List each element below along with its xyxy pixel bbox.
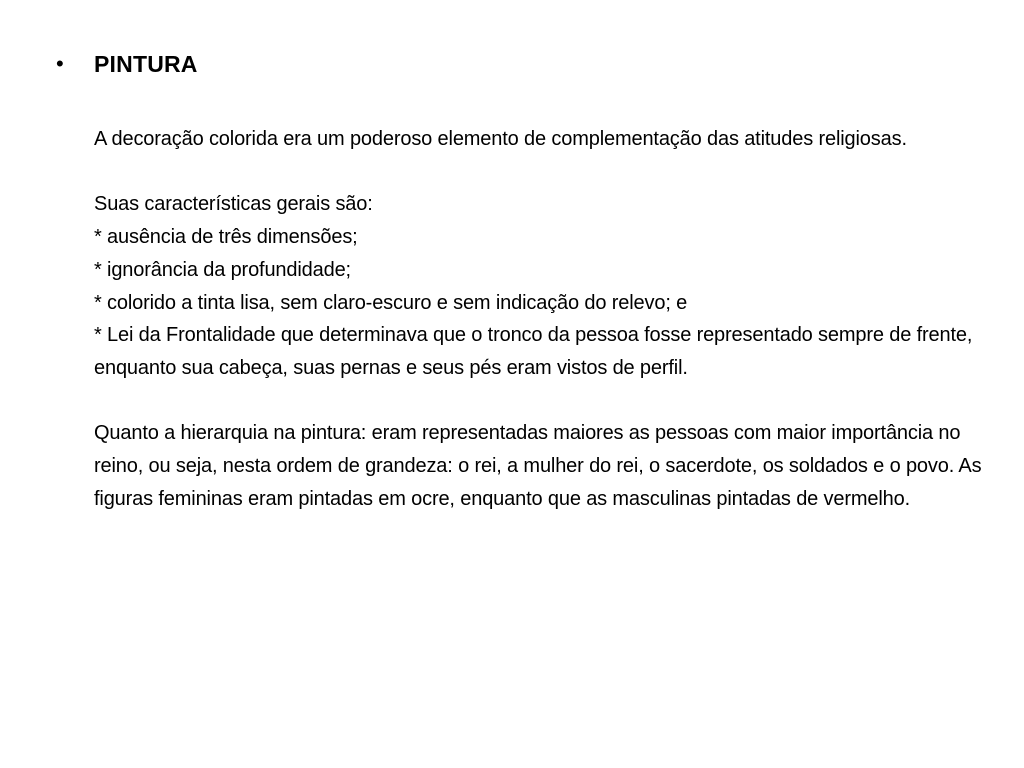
characteristic-item: * ausência de três dimensões; [94,226,358,249]
slide-body [94,123,1009,515]
spacer [94,385,1009,418]
intro-paragraph: A decoração colorida era um poderoso elemento de complementação das atitudes religiosas. [94,128,907,150]
characteristics-intro: Suas características gerais são: [94,193,373,216]
characteristic-item: * Lei da Frontalidade que determinava que o tronco da pessoa fosse representado sempre de frente, enquanto sua cabeça, suas pernas e seus pés eram vistos de perfil. [94,324,973,379]
characteristic-item: * colorido a tinta lisa, sem claro-escuro e sem indicação do relevo; e [94,291,688,314]
hierarchy-paragraph: Quanto a hierarquia na pintura: eram representadas maiores as pessoas com maior importância no reino, ou seja, nesta ordem de grandeza: o rei, a mulher do rei, o sacerdote, os soldados e o povo. As figuras femininas eram pintadas em ocre, enquanto que as masculinas pintadas de vermelho. [94,422,982,510]
bullet-dot-icon: • [56,51,64,76]
spacer [94,156,1009,189]
slide-heading: PINTURA [94,51,198,77]
characteristic-item: * ignorância da profundidade; [94,258,351,281]
